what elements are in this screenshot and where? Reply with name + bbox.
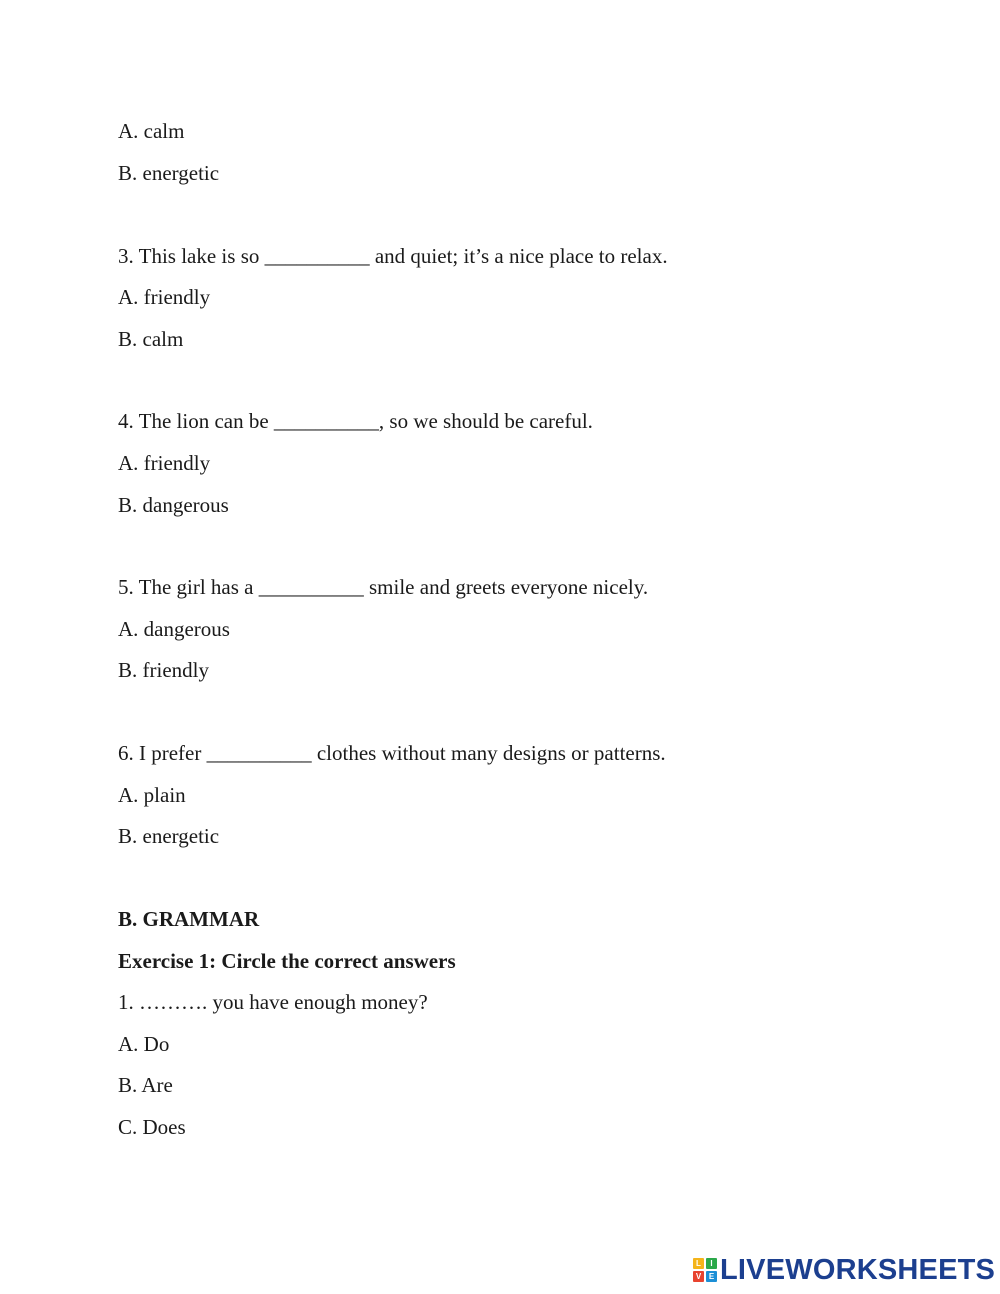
logo-tile-v: V	[693, 1271, 704, 1282]
option-b-friendly: B. friendly	[118, 658, 209, 682]
question-6: 6. I prefer __________ clothes without many designs or patterns.	[118, 741, 666, 765]
option-b-calm: B. calm	[118, 327, 184, 351]
option-b-energetic: B. energetic	[118, 161, 220, 185]
liveworksheets-logo	[693, 1254, 995, 1286]
option-a-do: A. Do	[118, 1032, 170, 1056]
logo-tile-e: E	[706, 1271, 717, 1282]
option-b-energetic: B. energetic	[118, 824, 220, 848]
option-b-dangerous: B. dangerous	[118, 493, 229, 517]
option-a-friendly: A. friendly	[118, 285, 211, 309]
question-3: 3. This lake is so __________ and quiet; it’s a nice place to relax.	[118, 244, 668, 268]
liveworksheets-wordmark: LIVEWORKSHEETS	[720, 1253, 996, 1286]
logo-tile-l: L	[693, 1258, 704, 1269]
option-a-calm: A. calm	[118, 119, 185, 143]
option-c-does: C. Does	[118, 1115, 186, 1139]
section-heading-grammar: B. GRAMMAR	[118, 907, 260, 931]
question-5: 5. The girl has a __________ smile and greets everyone nicely.	[118, 575, 649, 599]
liveworksheets-logo-icon	[693, 1258, 717, 1282]
logo-tile-i: I	[706, 1258, 717, 1269]
grammar-question-1: 1. ………. you have enough money?	[118, 990, 428, 1014]
exercise-heading: Exercise 1: Circle the correct answers	[118, 949, 456, 973]
option-a-plain: A. plain	[118, 783, 186, 807]
question-4: 4. The lion can be __________, so we should be careful.	[118, 409, 593, 433]
option-a-dangerous: A. dangerous	[118, 617, 230, 641]
option-a-friendly: A. friendly	[118, 451, 211, 475]
option-b-are: B. Are	[118, 1073, 173, 1097]
